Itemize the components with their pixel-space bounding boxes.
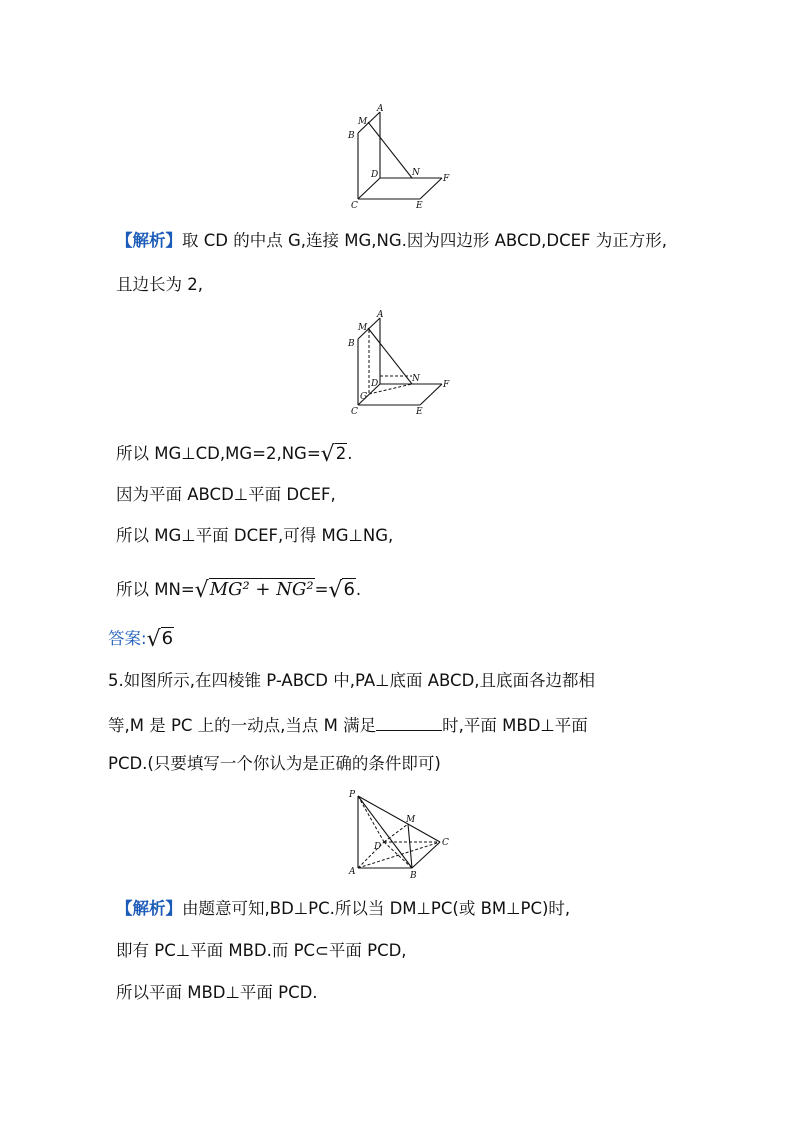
label-p: P (349, 790, 356, 800)
figure-1-diagram (340, 100, 460, 215)
solution-tag: 【解析】 (116, 899, 182, 918)
label-m: M (358, 117, 368, 127)
label-n: N (412, 168, 420, 178)
sqrt-2: 2 (335, 444, 347, 463)
equals-sign: = (314, 580, 329, 599)
label-d: D (371, 379, 379, 389)
solution-tag: 【解析】 (116, 231, 182, 250)
step-1-text: 所以 MG⊥CD,MG=2,NG= (116, 444, 321, 463)
answer-value: 6 (161, 628, 174, 649)
label-d: D (371, 170, 379, 180)
problem-5-text-b: 时,平面 MBD⊥平面 (442, 716, 588, 735)
edge-ef (420, 178, 442, 199)
solution-1-line-1 (116, 230, 667, 252)
edge-bc (412, 842, 440, 868)
solution-2-line-2: 即有 PC⊥平面 MBD.而 PC⊂平面 PCD, (116, 941, 407, 960)
figure-3-pyramid-diagram (340, 788, 460, 880)
step-1 (116, 442, 352, 465)
solution-2-line-1 (116, 898, 570, 920)
label-b: B (348, 131, 355, 141)
step-4-text: 所以 MN= (116, 580, 195, 599)
edge-pc (358, 796, 440, 842)
figure-2-diagram (340, 306, 460, 421)
sqrt-symbol: √ (320, 442, 335, 467)
solution-1-text-1: 取 CD 的中点 G,连接 MG,NG.因为四边形 ABCD,DCEF 为正方形, (182, 231, 668, 250)
label-a: A (349, 867, 356, 877)
label-d: D (374, 842, 382, 852)
sqrt-symbol: √ (194, 578, 209, 603)
sqrt-mg-ng: MG² + NG² (209, 579, 314, 600)
label-c: C (351, 407, 358, 417)
step-4-suffix: . (355, 580, 362, 599)
edge-ef (420, 384, 442, 405)
edge-cd (358, 178, 380, 199)
step-3: 所以 MG⊥平面 DCEF,可得 MG⊥NG, (116, 526, 394, 545)
label-m: M (406, 815, 416, 825)
label-b: B (348, 339, 355, 349)
answer-tag: 答案: (108, 629, 147, 648)
step-4 (116, 578, 361, 601)
sqrt-6: 6 (343, 579, 355, 600)
label-e: E (416, 407, 423, 417)
problem-5-text-a: 等,M 是 PC 上的一动点,当点 M 满足 (108, 716, 377, 735)
solution-1-line-2: 且边长为 2, (116, 275, 203, 294)
label-g: G (360, 392, 368, 402)
segment-dm (384, 824, 408, 842)
sqrt-symbol: √ (328, 578, 343, 603)
label-a: A (377, 310, 384, 320)
answer-line (108, 627, 174, 650)
label-e: E (416, 201, 423, 211)
answer-blank[interactable] (376, 712, 442, 731)
solution-2-text-1: 由题意可知,BD⊥PC.所以当 DM⊥PC(或 BM⊥PC)时, (182, 899, 571, 918)
label-f: F (443, 380, 450, 390)
problem-5-line-1: 5.如图所示,在四棱锥 P-ABCD 中,PA⊥底面 ABCD,且底面各边都相 (108, 671, 596, 690)
problem-5-line-2 (108, 712, 588, 737)
label-c: C (442, 838, 449, 848)
problem-5-line-3: PCD.(只要填写一个你认为是正确的条件即可) (108, 754, 441, 773)
label-a: A (377, 104, 384, 114)
label-c: C (351, 201, 358, 211)
edge-pb (358, 796, 412, 868)
label-f: F (443, 174, 450, 184)
segment-bm (408, 824, 412, 868)
step-2: 因为平面 ABCD⊥平面 DCEF, (116, 485, 336, 504)
sqrt-symbol: √ (146, 627, 161, 652)
step-1-suffix: . (347, 444, 353, 463)
label-m: M (358, 323, 368, 333)
solution-2-line-3: 所以平面 MBD⊥平面 PCD. (116, 983, 318, 1002)
label-n: N (412, 374, 420, 384)
label-b: B (410, 871, 417, 881)
